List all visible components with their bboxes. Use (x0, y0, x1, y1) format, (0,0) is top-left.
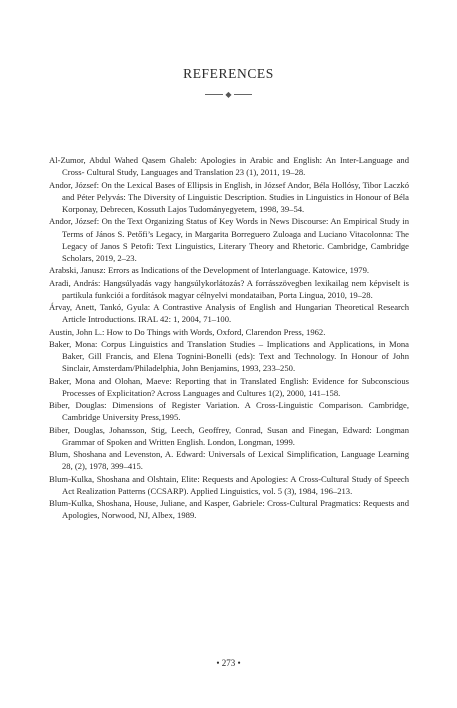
page-title: REFERENCES (183, 66, 274, 81)
reference-entry: Al-Zumor, Abdul Wahed Qasem Ghaleb: Apologies in Arabic and English: An Inter-Language and Cross- Cultural Study, Languages and Translation 23 (1), 2011, 19–28. (49, 155, 409, 178)
reference-entry: Andor, József: On the Lexical Bases of Ellipsis in English, in József Andor, Béla Hollósy, Tibor Laczkó and Péter Pelyvás: The Diversity of Linguistic Description. Studies in Linguistics in Honour of Béla Korponay, Debrecen, Kossuth Lajos Tudományegyetem, 1998, 39–54. (49, 179, 409, 214)
reference-entry: Baker, Mona: Corpus Linguistics and Translation Studies – Implications and Applications, in Mona Baker, Gill Francis, and Elena Tognini-Bonelli (eds): Text and Technology. In Honour of John Sinclair, Amsterdam/Philadelphia, John Benjamins, 1993, 233–250. (49, 338, 409, 374)
reference-entry: Blum-Kulka, Shoshana and Olshtain, Elite: Requests and Apologies: A Cross-Cultural Study of Speech Act Realization Patterns (CCSARP). Applied Linguistics, vol. 5 (3), 1984, 196–213. (49, 473, 409, 496)
reference-entry: Arabski, Janusz: Errors as Indications of the Development of Interlanguage. Katowice, 1979. (49, 265, 370, 276)
reference-entry: Árvay, Anett, Tankó, Gyula: A Contrastive Analysis of English and Hungarian Theoretical Research Article Introductions. IRAL 42: 1, 2004, 71–100. (49, 302, 409, 325)
page-number: • 273 • (216, 658, 241, 668)
reference-entry: Aradi, András: Hangsúlyadás vagy hangsúlykorlátozás? A forrásszövegben lexikailag nem képviselt is partikula funkciói a fordítások magyar célnyelvi mondataiban, Porta Lingua, 2010, 19–28. (49, 277, 409, 300)
reference-entry: Biber, Douglas: Dimensions of Register Variation. A Cross-Linguistic Comparison. Cambridge, Cambridge University Press,1995. (49, 400, 409, 423)
reference-entry: Andor, József: On the Text Organizing Status of Key Words in News Discourse: An Empirical Study in Terms of János S. Petőfi’s Legacy, in Margarita Borreguero Zuloaga and Luciano Vitacolonna: The Legacy of Janos S Petofi: Text Linguistics, Literary Theory and Rhetoric. Cambridge, Cambridge Scholars, 2019, 2–23. (49, 216, 409, 263)
reference-entry: Blum, Shoshana and Levenston, A. Edward: Universals of Lexical Simplification, Language Learning 28, (2), 1978, 399–415. (49, 449, 409, 472)
reference-entry: Austin, John L.: How to Do Things with Words, Oxford, Clarendon Press, 1962. (49, 326, 326, 337)
reference-entry: Biber, Douglas, Johansson, Stig, Leech, Geoffrey, Conrad, Susan and Finegan, Edward: Longman Grammar of Spoken and Written English. London, Longman, 1999. (49, 424, 409, 447)
reference-entry: Baker, Mona and Olohan, Maeve: Reporting that in Translated English: Evidence for Subconscious Processes of Explicitation? Across Languages and Cultures 1(2), 2000, 141–158. (49, 375, 409, 398)
title-ornament (0, 89, 457, 99)
reference-entry: Blum-Kulka, Shoshana, House, Juliane, and Kasper, Gabriele: Cross-Cultural Pragmatics: Requests and Apologies, Norwood, NJ, Albex, 1989. (49, 498, 409, 521)
ornament-diamond-icon: ◆ (225, 89, 232, 99)
ornament-line-left (205, 94, 223, 95)
ornament-line-right (234, 94, 252, 95)
reference-list (49, 154, 409, 522)
